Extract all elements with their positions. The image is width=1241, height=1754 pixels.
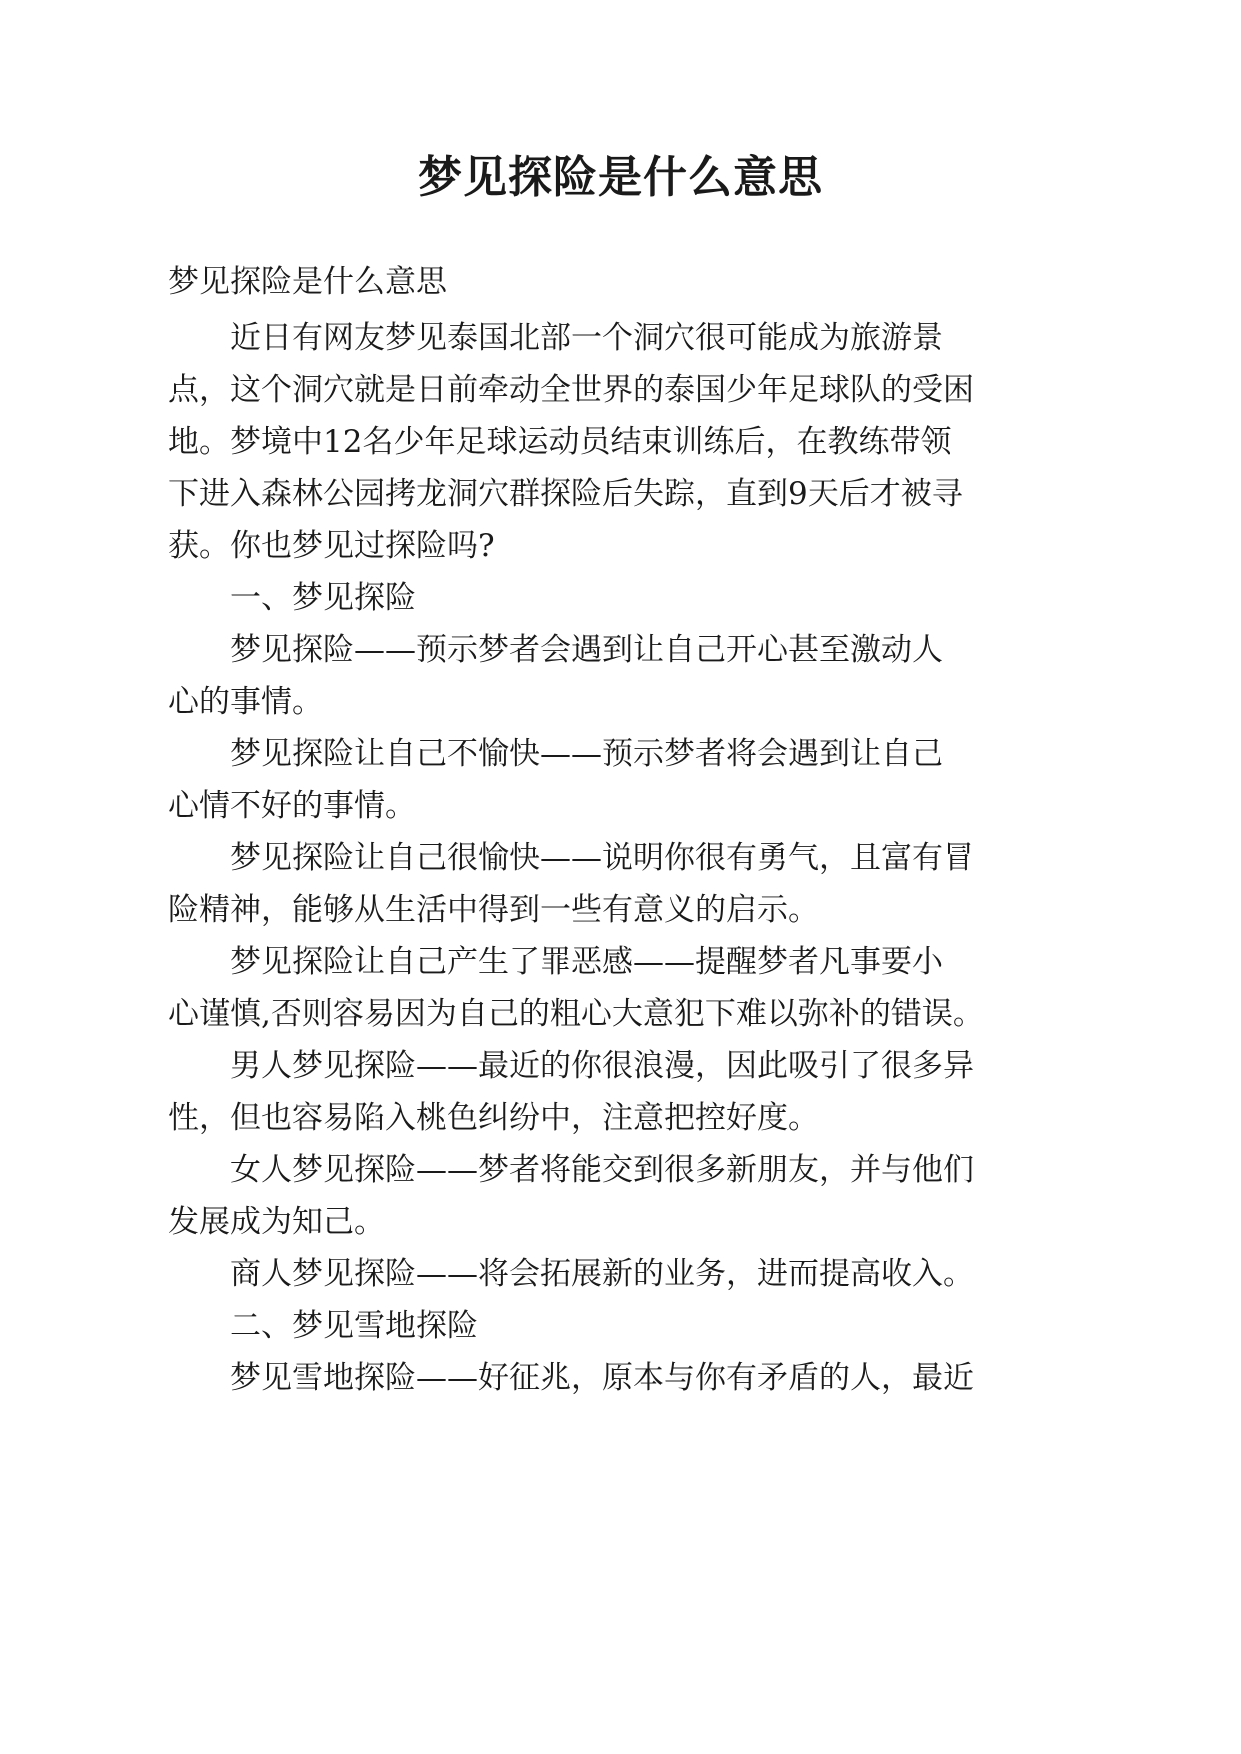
section-heading: 一、梦见探险 [230,580,416,616]
section-heading: 二、梦见雪地探险 [230,1308,478,1344]
body-line: 商人梦见探险——将会拓展新的业务，进而提高收入。 [230,1256,974,1292]
body-line: 心的事情。 [168,684,323,720]
body-line: 近日有网友梦见泰国北部一个洞穴很可能成为旅游景 [230,320,943,356]
body-line: 梦见探险让自己很愉快——说明你很有勇气，且富有冒 [230,840,974,876]
body-line: 获。你也梦见过探险吗? [168,528,495,564]
body-line: 心情不好的事情。 [168,788,416,824]
body-line: 险精神，能够从生活中得到一些有意义的启示。 [168,892,819,928]
document-title: 梦见探险是什么意思 [418,152,823,203]
body-line: 发展成为知己。 [168,1204,385,1240]
body-line: 梦见探险让自己不愉快——预示梦者将会遇到让自己 [230,736,943,772]
body-line: 梦见探险让自己产生了罪恶感——提醒梦者凡事要小 [230,944,943,980]
body-line: 梦见雪地探险——好征兆，原本与你有矛盾的人，最近 [230,1360,974,1396]
body-line: 女人梦见探险——梦者将能交到很多新朋友，并与他们 [230,1152,974,1188]
body-line: 梦见探险——预示梦者会遇到让自己开心甚至激动人 [230,632,943,668]
body-line: 男人梦见探险——最近的你很浪漫，因此吸引了很多异 [230,1048,974,1084]
body-line: 地。梦境中12名少年足球运动员结束训练后，在教练带领 [168,424,952,460]
body-line: 下进入森林公园拷龙洞穴群探险后失踪，直到9天后才被寻 [168,476,963,512]
body-line: 梦见探险是什么意思 [168,264,447,300]
body-line: 心谨慎,否则容易因为自己的粗心大意犯下难以弥补的错误。 [168,996,984,1032]
body-line: 性，但也容易陷入桃色纠纷中，注意把控好度。 [168,1100,819,1136]
body-line: 点，这个洞穴就是日前牵动全世界的泰国少年足球队的受困 [168,372,974,408]
